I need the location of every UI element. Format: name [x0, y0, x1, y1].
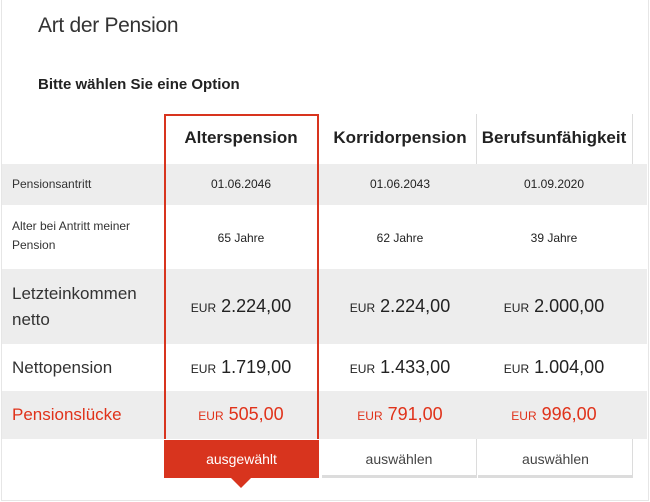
page-title: Art der Pension [38, 14, 179, 37]
select-berufsunfaehigkeit-button[interactable]: auswählen [478, 440, 633, 478]
row-nettopension [2, 344, 647, 391]
amount: 2.224,00 [221, 296, 292, 316]
value-cell: 01.09.2020 [523, 177, 585, 191]
value-cell [322, 404, 478, 425]
column-header-berufsunfaehigkeit[interactable]: Berufsunfähigkeit [481, 128, 627, 147]
currency-label: EUR [511, 409, 537, 423]
value-cell: 01.06.2043 [369, 177, 431, 191]
amount: 996,00 [541, 404, 597, 424]
value-cell: 01.06.2046 [210, 177, 272, 191]
currency-label: EUR [198, 409, 224, 423]
currency-label: EUR [190, 362, 217, 376]
value-cell: 62 Jahre [376, 231, 424, 245]
row-label: Pensionsantritt [12, 177, 92, 191]
option-prompt: Bitte wählen Sie eine Option [38, 76, 240, 93]
amount: 2.000,00 [534, 296, 605, 316]
row-label: Nettopension [12, 358, 113, 377]
selected-column-outline [164, 114, 319, 439]
column-header-alterspension[interactable]: Alterspension [184, 128, 298, 147]
currency-label: EUR [357, 409, 383, 423]
value-cell: 65 Jahre [217, 231, 265, 245]
row-pensionsluecke [2, 391, 647, 439]
value-cell [476, 404, 632, 425]
currency-label: EUR [349, 362, 376, 376]
row-label: Pensionslücke [12, 405, 122, 424]
value-cell: 39 Jahre [530, 231, 578, 245]
currency-label: EUR [190, 301, 217, 315]
currency-label: EUR [503, 362, 530, 376]
value-cell [476, 296, 632, 317]
row-label: Letzteinkommen netto [12, 284, 137, 329]
value-cell [322, 357, 478, 378]
amount: 1.719,00 [221, 357, 292, 377]
row-alter-bei-antritt [2, 205, 647, 269]
column-header-korridorpension[interactable]: Korridorpension [333, 128, 467, 147]
row-label: Alter bei Antritt meiner Pension [12, 219, 131, 252]
value-cell [322, 296, 478, 317]
currency-label: EUR [349, 301, 376, 315]
amount: 2.224,00 [380, 296, 451, 316]
amount: 1.433,00 [380, 357, 451, 377]
amount: 505,00 [228, 404, 284, 424]
amount: 1.004,00 [534, 357, 605, 377]
selection-pointer-icon [231, 478, 251, 488]
amount: 791,00 [387, 404, 443, 424]
currency-label: EUR [503, 301, 530, 315]
select-korridorpension-button[interactable]: auswählen [322, 440, 476, 478]
select-alterspension-button[interactable]: ausgewählt [164, 440, 319, 478]
row-pensionsantritt [2, 164, 647, 205]
row-letzteinkommen [2, 269, 647, 344]
value-cell [476, 357, 632, 378]
